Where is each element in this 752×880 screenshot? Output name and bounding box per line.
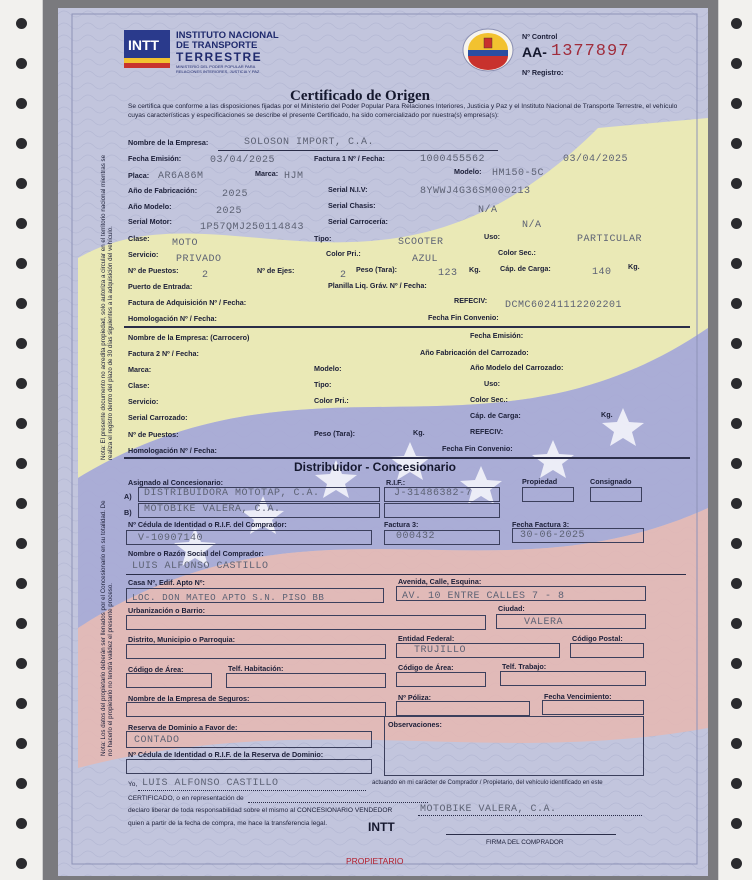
carrocero-ano-modelo-label: Año Modelo del Carrozado: (470, 363, 564, 372)
entidad-value: TRUJILLO (414, 645, 467, 656)
carrocero-fecha-fin-label: Fecha Fin Convenio: (442, 444, 513, 453)
control-prefix: AA- (522, 44, 547, 60)
distrito-box (126, 644, 386, 659)
feed-hole (731, 418, 742, 429)
avenida-label: Avenida, Calle, Esquina: (398, 577, 482, 586)
vencimiento-label: Fecha Vencimiento: (544, 692, 612, 701)
venezuela-seal (462, 28, 514, 72)
feed-hole (731, 338, 742, 349)
feed-hole (731, 378, 742, 389)
feed-hole (731, 58, 742, 69)
feed-hole (731, 458, 742, 469)
entidad-label: Entidad Federal: (398, 634, 455, 643)
feed-hole (731, 178, 742, 189)
area2-box (396, 672, 486, 687)
propietario-label: PROPIETARIO (346, 856, 404, 866)
carrocero-clase-label: Clase: (128, 381, 150, 390)
feed-hole (731, 738, 742, 749)
observaciones-label: Observaciones: (388, 720, 442, 729)
rif-label: R.I.F.: (386, 478, 406, 487)
right-tractor-strip (718, 0, 752, 880)
comprador-value: LUIS ALFONSO CASTILLO (132, 561, 269, 572)
feed-hole (731, 618, 742, 629)
left-tractor-strip (0, 0, 43, 880)
serial-niv-label: Serial N.I.V: (328, 185, 368, 194)
casa-value: LOC. DON MATEO APTO S.N. PISO BB (132, 592, 325, 603)
feed-hole (16, 498, 27, 509)
distribuidor-title: Distribuidor - Concesionario (294, 460, 457, 474)
feed-hole (731, 18, 742, 29)
carga-value: 140 (592, 267, 612, 278)
feed-hole (16, 778, 27, 789)
feed-hole (16, 618, 27, 629)
poliza-box (396, 701, 530, 716)
feed-hole (731, 98, 742, 109)
carrocero-serial-label: Serial Carrozado: (128, 413, 188, 422)
side-note-bottom: Nota: Los datos del propietario deberán ser llenados por el Concesionario en su totalidad. De no hacerlo el propietario no tendrá validez el presente proceso. (100, 500, 114, 756)
serial-niv-value: 8YWWJ4G36SM000213 (420, 186, 531, 197)
vencimiento-box (542, 700, 644, 715)
clase-label: Clase: (128, 234, 150, 243)
feed-hole (731, 298, 742, 309)
feed-hole (16, 418, 27, 429)
carrocero-refeciv-label: REFECIV: (470, 427, 504, 436)
logo-sub1: MINISTERIO DEL PODER POPULAR PARA (176, 64, 256, 69)
feed-hole (16, 378, 27, 389)
area2-label: Código de Área: (398, 663, 454, 672)
fecha-fin-label: Fecha Fin Convenio: (428, 313, 499, 322)
decl-line2: CERTIFICADO, o en representación de (128, 795, 244, 802)
clase-value: MOTO (172, 238, 199, 249)
tipo-value: SCOOTER (398, 237, 444, 248)
cedula-reserva-label: Nº Cédula de Identidad o R.I.F. de la Reserva de Dominio: (128, 750, 324, 759)
seguros-label: Nombre de la Empresa de Seguros: (128, 694, 250, 703)
area-box (126, 673, 212, 688)
propiedad-a-box (522, 487, 574, 502)
peso-label: Peso (Tara): (356, 265, 398, 274)
consignado-a-box (590, 487, 642, 502)
carrocero-fecha-emision-label: Fecha Emisión: (470, 331, 524, 340)
feed-hole (16, 818, 27, 829)
serial-motor-label: Serial Motor: (128, 217, 172, 226)
cedula-value: V-10907140 (138, 533, 204, 544)
cedula-label: Nº Cédula de Identidad o R.I.F. del Comprador: (128, 520, 287, 529)
firma-label: FIRMA DEL COMPRADOR (486, 839, 564, 846)
fecha-emision-label: Fecha Emisión: (128, 154, 182, 163)
feed-hole (16, 58, 27, 69)
factura1-fecha: 03/04/2025 (563, 154, 629, 165)
marca-label: Marca: (255, 169, 279, 178)
carrocero-puestos-label: Nº de Puestos: (128, 430, 179, 439)
certificate-title: Certificado de Origen (290, 88, 430, 104)
feed-hole (16, 858, 27, 869)
telf-trab-label: Telf. Trabajo: (502, 662, 547, 671)
carrocero-ano-fab-label: Año Fabricación del Carrozado: (420, 348, 529, 357)
logo-line2: DE TRANSPORTE (176, 40, 258, 51)
registro-label: Nº Registro: (522, 68, 564, 77)
telf-hab-box (226, 673, 386, 688)
color-pri-label: Color Pri.: (326, 249, 361, 258)
puerto-label: Puerto de Entrada: (128, 282, 193, 291)
feed-hole (16, 738, 27, 749)
carrocero-peso-label: Peso (Tara): (314, 429, 356, 438)
carrocero-peso-kg: Kg. (413, 428, 425, 437)
feed-hole (731, 818, 742, 829)
factura1-value: 1000455562 (420, 154, 486, 165)
control-label: Nº Control (522, 32, 558, 41)
ciudad-label: Ciudad: (498, 604, 525, 613)
serial-chasis-label: Serial Chasis: (328, 201, 376, 210)
carrocero-uso-label: Uso: (484, 379, 500, 388)
concesionario-a-value: DISTRIBUIDORA MOTOTAP, C.A. (144, 488, 320, 499)
planilla-label: Planilla Liq. Gráv. Nº / Fecha: (328, 281, 427, 290)
feed-hole (731, 698, 742, 709)
ejes-value: 2 (340, 270, 347, 281)
feed-hole (731, 258, 742, 269)
reserva-value: CONTADO (134, 735, 180, 746)
peso-value: 123 (438, 268, 458, 279)
firma-line (446, 834, 616, 835)
feed-hole (16, 98, 27, 109)
modelo-label: Modelo: (454, 167, 482, 176)
serial-motor-value: 1P57QMJ250114843 (200, 222, 305, 233)
ciudad-value: VALERA (524, 617, 564, 628)
comprador-label: Nombre o Razón Social del Comprador: (128, 549, 264, 558)
row-a-label: A) (124, 492, 132, 501)
reserva-label: Reserva de Dominio a Favor de: (128, 723, 238, 732)
feed-hole (16, 578, 27, 589)
empresa-label: Nombre de la Empresa: (128, 138, 209, 147)
fecha-factura3-label: Fecha Factura 3: (512, 520, 570, 529)
intt-logo (124, 30, 172, 70)
feed-hole (731, 498, 742, 509)
feed-hole (16, 538, 27, 549)
intt-logo-abbr: INTT (128, 37, 160, 53)
serial-carroceria-value: N/A (522, 220, 542, 231)
feed-hole (16, 258, 27, 269)
factura1-label: Factura 1 Nº / Fecha: (314, 154, 385, 163)
feed-hole (16, 178, 27, 189)
refeciv-label: REFECIV: (454, 296, 488, 305)
carga-kg: Kg. (628, 262, 640, 271)
feed-hole (16, 218, 27, 229)
homologacion-label: Homologación Nº / Fecha: (128, 314, 217, 323)
distrito-label: Distrito, Municipio o Parroquia: (128, 635, 236, 644)
carga-label: Cáp. de Carga: (500, 264, 551, 273)
feed-hole (16, 18, 27, 29)
feed-hole (731, 858, 742, 869)
telf-hab-label: Telf. Habitación: (228, 664, 284, 673)
carrocero-carga-kg: Kg. (601, 410, 613, 419)
fecha-factura3-value: 30-06-2025 (520, 530, 586, 541)
carrocero-color-sec-label: Color Sec.: (470, 395, 508, 404)
area-label: Código de Área: (128, 665, 184, 674)
decl-line3: declaro liberar de toda responsabilidad sobre el mismo al CONCESIONARIO VENDEDOR (128, 807, 393, 814)
uso-value: PARTICULAR (577, 234, 643, 245)
marca-value: HJM (284, 171, 304, 182)
modelo-value: HM150-5C (492, 168, 545, 179)
intt-footer: INTT (368, 820, 395, 834)
ano-modelo-label: Año Modelo: (128, 202, 172, 211)
postal-box (570, 643, 644, 658)
serial-chasis-value: N/A (478, 205, 498, 216)
color-pri-value: AZUL (412, 254, 439, 265)
feed-hole (731, 778, 742, 789)
carrocero-homologacion-label: Homologación Nº / Fecha: (128, 446, 217, 455)
decl-line1: actuando en mi carácter de Comprador / Propietario, del vehículo identificado en este (372, 779, 603, 786)
poliza-label: Nº Póliza: (398, 693, 431, 702)
postal-label: Código Postal: (572, 634, 623, 643)
uso-label: Uso: (484, 232, 500, 241)
factura-adq-label: Factura de Adquisición Nº / Fecha: (128, 298, 247, 307)
factura3-label: Factura 3: (384, 520, 419, 529)
decl-yo: Yo, (128, 781, 138, 788)
factura3-value: 000432 (396, 531, 436, 542)
feed-hole (16, 698, 27, 709)
propiedad-label: Propiedad (522, 477, 558, 486)
decl-line4: quien a partir de la fecha de compra, me hace la transferencia legal. (128, 820, 328, 827)
asignado-label: Asignado al Concesionario: (128, 478, 224, 487)
serial-carroceria-label: Serial Carrocería: (328, 217, 388, 226)
concesionario-b-value: MOTOBIKE VALERA, C.A. (144, 504, 281, 515)
logo-line3: TERRESTRE (176, 50, 263, 64)
feed-hole (731, 538, 742, 549)
control-number: 1377897 (551, 42, 630, 61)
feed-hole (731, 138, 742, 149)
side-note-top: Nota: El presente documento no acredita propiedad, solo autoriza a circular en el territorio nacional mientras se realiza el registro dentro del plazo de 30 días siguientes a la adquisición del vehículo. (100, 154, 114, 460)
empresa-value: SOLOSON IMPORT, C.A. (244, 137, 375, 148)
logo-sub2: RELACIONES INTERIORES, JUSTICIA Y PAZ (176, 69, 260, 74)
carrocero-servicio-label: Servicio: (128, 397, 159, 406)
ciudad-box (496, 614, 646, 629)
urbanizacion-label: Urbanización o Barrio: (128, 606, 206, 615)
carrocero-factura2-label: Factura 2 Nº / Fecha: (128, 349, 199, 358)
carrocero-carga-label: Cáp. de Carga: (470, 411, 521, 420)
feed-hole (16, 658, 27, 669)
color-sec-label: Color Sec.: (498, 248, 536, 257)
certificate-sheet (58, 8, 708, 876)
telf-trab-box (500, 671, 646, 686)
servicio-label: Servicio: (128, 250, 159, 259)
row-b-label: B) (124, 508, 132, 517)
ano-fab-value: 2025 (222, 189, 249, 200)
carrocero-color-pri-label: Color Pri.: (314, 396, 349, 405)
feed-hole (16, 298, 27, 309)
peso-kg: Kg. (469, 265, 481, 274)
feed-hole (731, 578, 742, 589)
placa-label: Placa: (128, 171, 150, 180)
decl-vendedor: MOTOBIKE VALERA, C.A. (420, 804, 557, 815)
consignado-label: Consignado (590, 477, 632, 486)
feed-hole (16, 138, 27, 149)
fecha-emision-value: 03/04/2025 (210, 155, 276, 166)
rif-b-box (384, 503, 500, 518)
urbanizacion-box (126, 615, 486, 630)
feed-hole (731, 658, 742, 669)
servicio-value: PRIVADO (176, 254, 222, 265)
puestos-value: 2 (202, 270, 209, 281)
puestos-label: Nº de Puestos: (128, 266, 179, 275)
tipo-label: Tipo: (314, 234, 332, 243)
carrocero-tipo-label: Tipo: (314, 380, 332, 389)
decl-yo-name: LUIS ALFONSO CASTILLO (142, 778, 279, 789)
feed-hole (16, 338, 27, 349)
feed-hole (16, 458, 27, 469)
intro-text: Se certifica que conforme a las disposiciones fijadas por el Ministerio del Poder Popular Para Relaciones Interiores, Justicia y Paz y el Instituto Nacional de Transporte Terrestre, el vehículo cuyas características y especificaciones se describe el presente Certificado, ha sido comercializado por nuestra(s) empresa(s): (128, 103, 678, 119)
rif-a-value: J-31486382-7 (394, 488, 473, 499)
ano-modelo-value: 2025 (216, 206, 243, 217)
observaciones-box (384, 716, 644, 776)
refeciv-value: DCMC60241112202201 (505, 300, 623, 311)
seguros-box (126, 702, 386, 717)
cedula-reserva-box (126, 759, 372, 774)
ano-fab-label: Año de Fabricación: (128, 186, 198, 195)
avenida-value: AV. 10 ENTRE CALLES 7 - 8 (402, 591, 565, 602)
feed-hole (731, 218, 742, 229)
logo-line1: INSTITUTO NACIONAL (176, 30, 279, 41)
ejes-label: Nº de Ejes: (257, 266, 295, 275)
casa-label: Casa Nº, Edif. Apto Nº: (128, 578, 205, 587)
placa-value: AR6A86M (158, 171, 204, 182)
carrocero-empresa-label: Nombre de la Empresa: (Carrocero) (128, 333, 250, 342)
carrocero-modelo-label: Modelo: (314, 364, 342, 373)
carrocero-marca-label: Marca: (128, 365, 152, 374)
